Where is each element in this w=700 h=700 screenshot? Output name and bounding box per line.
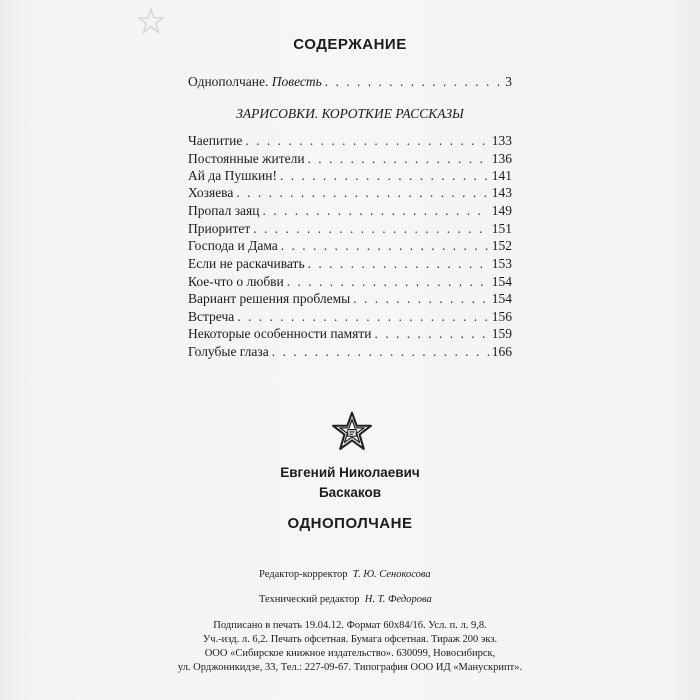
toc-entry (188, 185, 512, 201)
toc-entry-title: Встреча (188, 309, 235, 324)
toc-leader-dots (236, 185, 488, 201)
toc-leader-dots (237, 309, 489, 325)
credit-role: Технический редактор (259, 594, 360, 605)
faint-star-icon (138, 8, 164, 34)
book-title: ОДНОПОЛЧАНЕ (287, 515, 413, 532)
toc-page-number: 143 (491, 185, 512, 200)
toc-main-genre: Повесть (271, 74, 322, 89)
credit-person: Т. Ю. Сенокосова (352, 569, 431, 580)
toc-entry (188, 133, 512, 149)
author-first-name: Евгений Николаевич (280, 465, 420, 480)
toc-leader-dots (287, 274, 489, 290)
star-emblem-icon (331, 411, 373, 451)
toc-entry (188, 151, 512, 167)
toc-page-number: 152 (491, 238, 512, 253)
author-last-name: Баскаков (318, 485, 382, 500)
toc-page-number: 141 (491, 168, 512, 183)
toc-leader-dots (253, 221, 489, 237)
imprint-line: ООО «Сибирское книжное издательство». 630099, Новосибирск, (204, 648, 496, 659)
toc-entry (188, 256, 512, 272)
toc-entry-title: Пропал заяц (188, 203, 260, 218)
credit-role: Редактор-корректор (259, 569, 348, 580)
toc-leader-dots (245, 133, 488, 149)
toc-entry (188, 326, 512, 342)
toc-entry (188, 168, 512, 184)
toc-page-number: 154 (491, 274, 512, 289)
credit-tech-editor (259, 594, 432, 605)
toc-entry (188, 238, 512, 254)
toc-entry (188, 203, 512, 219)
toc-entry-title: Кое-что о любви (188, 274, 284, 289)
toc-leader-dots (374, 326, 488, 342)
toc-entry (188, 309, 512, 325)
toc-entry (188, 274, 512, 290)
toc-page-number: 3 (505, 74, 512, 89)
toc-page-number: 154 (491, 291, 512, 306)
toc-main-title: Однополчане. (188, 74, 269, 89)
toc-main-label (188, 74, 322, 90)
toc-entry-title: Некоторые особенности памяти (188, 326, 372, 341)
credit-person: Н. Т. Федорова (364, 594, 432, 605)
toc-page-number: 153 (491, 256, 512, 271)
toc-page-number: 149 (491, 203, 512, 218)
toc-entry-title: Голубые глаза (188, 344, 269, 359)
toc-leader-dots (325, 74, 502, 90)
toc-page-number: 151 (491, 221, 512, 236)
toc-entry (188, 221, 512, 237)
toc-leader-dots (272, 344, 489, 360)
toc-page-number: 166 (491, 344, 512, 359)
toc-entry-title: Чаепитие (188, 133, 243, 148)
toc-leader-dots (280, 168, 489, 184)
toc-entry (188, 291, 512, 307)
toc-entry-title: Постоянные жители (188, 151, 305, 166)
toc-leader-dots (308, 256, 489, 272)
toc-entry-title: Приоритет (188, 221, 251, 236)
imprint-line: Подписано в печать 19.04.12. Формат 60х84/16. Усл. п. л. 9,8. (213, 620, 487, 631)
toc-entry-title: Ай да Пушкин! (188, 168, 277, 183)
toc-entry-title: Вариант решения проблемы (188, 291, 351, 306)
imprint-line: Уч.-изд. л. 6,2. Печать офсетная. Бумага офсетная. Тираж 200 экз. (202, 634, 498, 645)
toc-page-number: 136 (491, 151, 512, 166)
toc-entry (188, 344, 512, 360)
toc-leader-dots (281, 238, 489, 254)
toc-main-entry (188, 74, 512, 90)
toc-leader-dots (353, 291, 489, 307)
credit-editor (259, 569, 431, 580)
section-title: ЗАРИСОВКИ. КОРОТКИЕ РАССКАЗЫ (236, 106, 464, 121)
toc-page-number: 159 (491, 326, 512, 341)
toc-entry-title: Господа и Дама (188, 238, 278, 253)
contents-heading: СОДЕРЖАНИЕ (293, 36, 407, 53)
toc-page-number: 133 (491, 133, 512, 148)
toc-page-number: 156 (491, 309, 512, 324)
toc-entry-title: Хозяева (188, 185, 234, 200)
toc-leader-dots (262, 203, 488, 219)
toc-leader-dots (308, 151, 489, 167)
imprint-line: ул. Орджоникидзе, 33, Тел.: 227-09-67. Типография ООО ИД «Манускрипт». (177, 662, 523, 673)
toc-entry-title: Если не раскачивать (188, 256, 305, 271)
